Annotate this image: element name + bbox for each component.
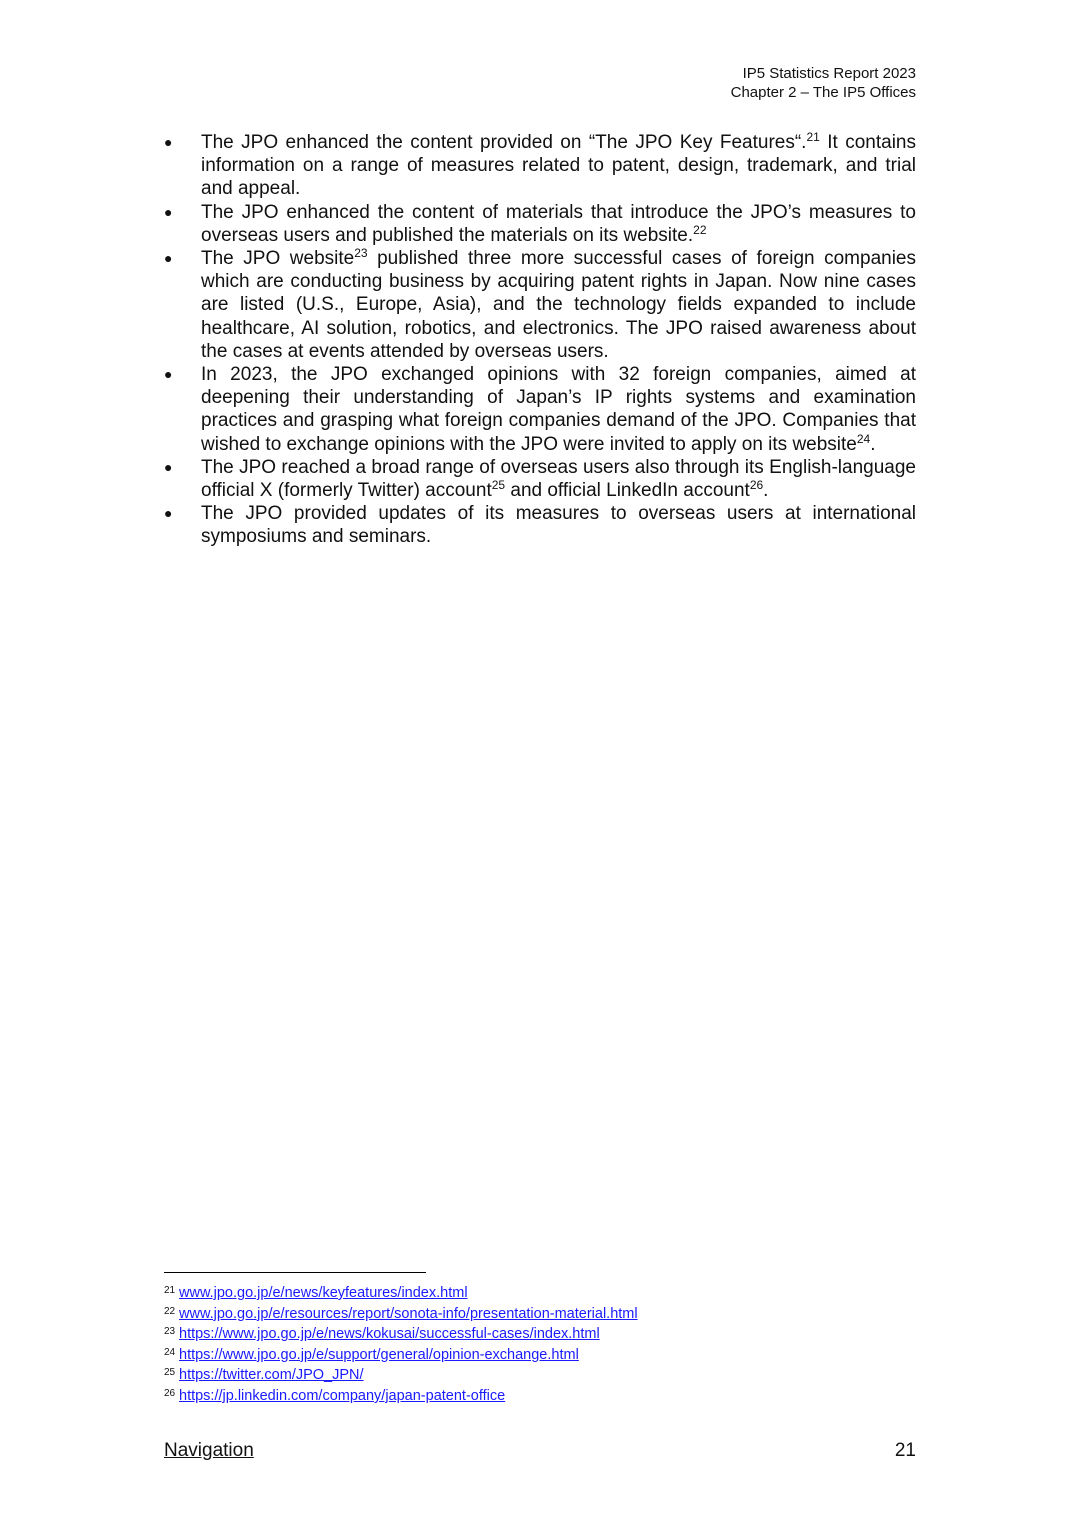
- bullet-text: .: [870, 433, 876, 455]
- bullet-list: [164, 131, 916, 549]
- report-title: IP5 Statistics Report 2023: [742, 65, 916, 82]
- bullet-icon: ●: [164, 250, 173, 267]
- bullet-text: The JPO provided updates of its measures to overseas users at international symposiums and seminars.: [201, 503, 916, 548]
- footnote-ref: 24: [856, 431, 871, 446]
- footnote-item: [164, 1284, 638, 1305]
- footnote-item: [164, 1305, 638, 1326]
- footnote-item: [164, 1366, 638, 1387]
- footnote-ref: 22: [693, 222, 707, 237]
- footnote-number: 26: [164, 1387, 176, 1399]
- footnote-number: 21: [164, 1285, 176, 1296]
- footnote-number: 24: [164, 1346, 176, 1358]
- footnote-ref: 25: [491, 478, 506, 493]
- footnote-link[interactable]: www.jpo.go.jp/e/resources/report/sonota-info/presentation-material.html: [179, 1305, 638, 1322]
- bullet-icon: ●: [164, 134, 173, 150]
- footnote-ref: 21: [806, 130, 820, 144]
- bullet-text: The JPO enhanced the content of materials that introduce the JPO’s measures to overseas users and published the materials on its website.: [201, 201, 916, 246]
- bullet-text: It contains information on a range of measures related to patent, design, trademark, and trial and appeal.: [201, 132, 916, 200]
- page-header: [731, 64, 916, 102]
- page-number: 21: [894, 1440, 916, 1461]
- footnote-link[interactable]: https://www.jpo.go.jp/e/support/general/opinion-exchange.html: [179, 1346, 579, 1363]
- bullet-icon: ●: [164, 458, 173, 475]
- bullet-icon: ●: [164, 505, 173, 522]
- bullet-icon: ●: [164, 366, 173, 383]
- footnote-divider: [164, 1272, 426, 1273]
- bullet-text: The JPO reached a broad range of overseas users also through its English-language official X (formerly Twitter) account: [201, 456, 916, 502]
- bullet-text: and official LinkedIn account: [505, 480, 750, 502]
- bullet-text: The JPO enhanced the content provided on “The JPO Key Features“.: [201, 132, 807, 153]
- chapter-title: Chapter 2 – The IP5 Offices: [730, 84, 916, 101]
- footnote-number: 25: [164, 1367, 176, 1379]
- footnote-number: 22: [164, 1305, 176, 1317]
- footnote-item: [164, 1387, 638, 1408]
- footnote-item: [164, 1346, 638, 1367]
- bullet-text: The JPO website: [201, 248, 355, 270]
- footnote-link[interactable]: https://twitter.com/JPO_JPN/: [179, 1367, 364, 1384]
- bullet-item: [164, 363, 916, 456]
- footnote-link[interactable]: https://jp.linkedin.com/company/japan-patent-office: [179, 1387, 506, 1404]
- navigation-link[interactable]: Navigation: [164, 1440, 254, 1461]
- footnote-link[interactable]: www.jpo.go.jp/e/news/keyfeatures/index.html: [179, 1285, 468, 1301]
- footnote-list: [164, 1284, 638, 1408]
- footnote-item: [164, 1325, 638, 1346]
- bullet-item: [164, 131, 916, 201]
- footnote-link[interactable]: https://www.jpo.go.jp/e/news/kokusai/successful-cases/index.html: [179, 1326, 600, 1343]
- bullet-item: [164, 201, 916, 247]
- bullet-text: published three more successful cases of foreign companies which are conducting business by acquiring patent rights in Japan. Now nine cases are listed (U.S., Europe, Asia), and the technology fields expanded to include healthcare, AI solution, robotics, and electronics. The JPO raised awareness about the cases at events attended by overseas users.: [201, 248, 917, 362]
- bullet-item: [164, 456, 916, 502]
- bullet-text: .: [763, 480, 769, 502]
- bullet-text: In 2023, the JPO exchanged opinions with 32 foreign companies, aimed at deepening their understanding of Japan’s IP rights systems and examination practices and grasping what foreign companies demand of the JPO. Companies that wished to exchange opinions with the JPO were invited to apply on its website: [201, 364, 916, 455]
- footnote-ref: 23: [354, 246, 368, 261]
- footnote-number: 23: [164, 1326, 176, 1338]
- bullet-icon: ●: [164, 203, 173, 220]
- footnote-ref: 26: [749, 478, 764, 493]
- bullet-item: [164, 502, 916, 548]
- bullet-item: [164, 247, 916, 363]
